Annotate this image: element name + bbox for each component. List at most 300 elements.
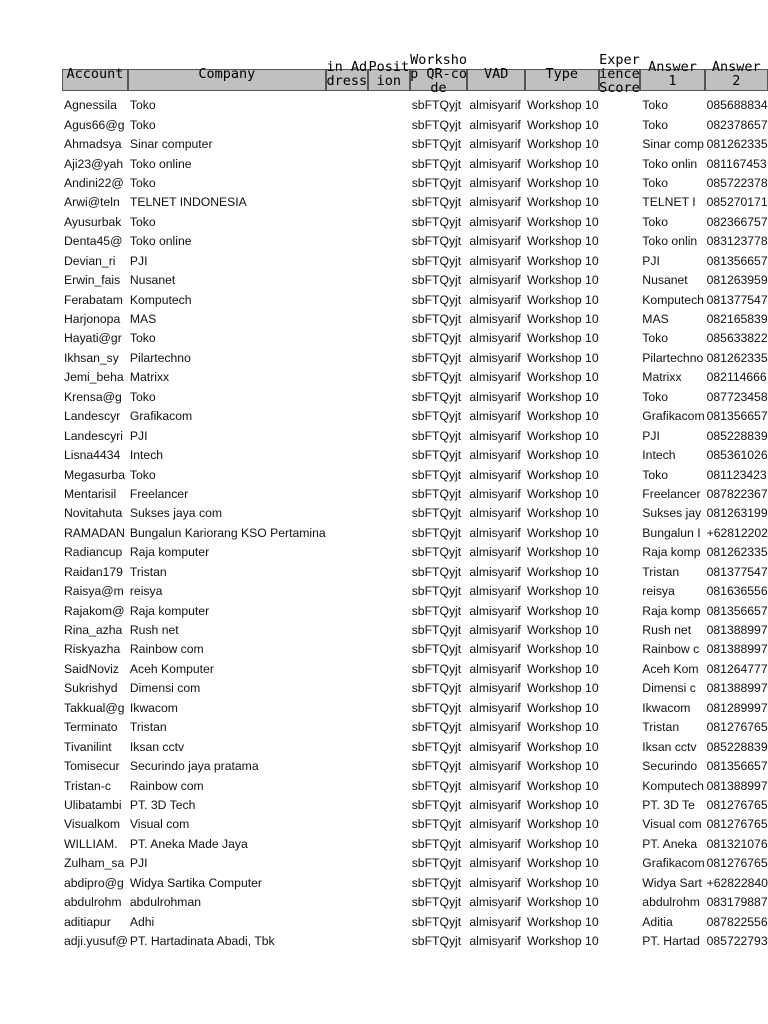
cell-type[interactable]: Workshop 10 xyxy=(527,797,599,812)
column-header-account[interactable] xyxy=(62,55,128,96)
cell-type[interactable]: Workshop 10 xyxy=(527,778,599,793)
cell-workshop-qr[interactable]: sbFTQyjt xyxy=(411,856,462,871)
cell-position[interactable] xyxy=(368,96,410,115)
cell-experience-score[interactable] xyxy=(599,601,641,620)
cell-answer1[interactable]: Toko xyxy=(642,175,669,190)
cell-type[interactable]: Workshop 10 xyxy=(527,623,599,638)
cell-experience-score[interactable] xyxy=(599,388,641,407)
cell-answer2[interactable]: 081262335 xyxy=(706,137,768,152)
cell-address[interactable] xyxy=(326,699,368,718)
cell-experience-score[interactable] xyxy=(599,718,641,737)
cell-workshop-qr[interactable]: sbFTQyjt xyxy=(411,137,462,152)
cell-position[interactable] xyxy=(368,524,410,543)
cell-address[interactable] xyxy=(326,485,368,504)
cell-position[interactable] xyxy=(368,835,410,854)
cell-account[interactable]: Ayusurbak xyxy=(64,214,122,229)
cell-vad[interactable]: almisyarif xyxy=(469,914,521,929)
cell-address[interactable] xyxy=(326,213,368,232)
cell-workshop-qr[interactable]: sbFTQyjt xyxy=(411,759,462,774)
cell-answer2[interactable]: 082165839 xyxy=(706,312,768,327)
cell-workshop-qr[interactable]: sbFTQyjt xyxy=(411,545,462,560)
cell-answer2[interactable]: 083179887 xyxy=(706,895,768,910)
cell-position[interactable] xyxy=(368,174,410,193)
cell-answer1[interactable]: Tristan xyxy=(642,720,680,735)
cell-address[interactable] xyxy=(326,679,368,698)
cell-vad[interactable]: almisyarif xyxy=(469,895,521,910)
cell-answer1[interactable]: Toko xyxy=(642,389,669,404)
cell-type[interactable]: Workshop 10 xyxy=(527,681,599,696)
cell-company[interactable]: Dimensi com xyxy=(129,681,201,696)
cell-type[interactable]: Workshop 10 xyxy=(527,584,599,599)
cell-answer1[interactable]: Toko xyxy=(642,331,669,346)
cell-account[interactable]: Ferabatam xyxy=(64,292,123,307)
cell-answer1[interactable]: Aditia xyxy=(642,914,673,929)
cell-experience-score[interactable] xyxy=(599,174,641,193)
cell-answer1[interactable]: MAS xyxy=(642,312,669,327)
cell-address[interactable] xyxy=(326,252,368,271)
cell-company[interactable]: Iksan cctv xyxy=(129,739,185,754)
cell-vad[interactable]: almisyarif xyxy=(469,253,521,268)
cell-type[interactable]: Workshop 10 xyxy=(527,661,599,676)
cell-address[interactable] xyxy=(326,388,368,407)
cell-type[interactable]: Workshop 10 xyxy=(527,331,599,346)
cell-answer2[interactable]: 081289997 xyxy=(706,700,768,715)
cell-vad[interactable]: almisyarif xyxy=(469,778,521,793)
cell-type[interactable]: Workshop 10 xyxy=(527,856,599,871)
cell-experience-score[interactable] xyxy=(599,582,641,601)
cell-account[interactable]: RAMADAN xyxy=(64,525,125,540)
cell-experience-score[interactable] xyxy=(599,640,641,659)
cell-position[interactable] xyxy=(368,193,410,212)
cell-account[interactable]: aditiapur xyxy=(64,914,111,929)
cell-vad[interactable]: almisyarif xyxy=(469,370,521,385)
cell-address[interactable] xyxy=(326,426,368,445)
cell-experience-score[interactable] xyxy=(599,757,641,776)
cell-type[interactable]: Workshop 10 xyxy=(527,836,599,851)
cell-answer2[interactable]: 081276765 xyxy=(706,817,768,832)
cell-answer1[interactable]: PT. 3D Te xyxy=(642,797,695,812)
cell-type[interactable]: Workshop 10 xyxy=(527,895,599,910)
cell-address[interactable] xyxy=(326,407,368,426)
cell-answer1[interactable]: Rush net xyxy=(642,623,692,638)
cell-address[interactable] xyxy=(326,737,368,756)
cell-experience-score[interactable] xyxy=(599,854,641,873)
cell-address[interactable] xyxy=(326,310,368,329)
cell-answer1[interactable]: Tristan xyxy=(642,564,680,579)
cell-workshop-qr[interactable]: sbFTQyjt xyxy=(411,98,462,113)
cell-workshop-qr[interactable]: sbFTQyjt xyxy=(411,661,462,676)
cell-position[interactable] xyxy=(368,310,410,329)
cell-experience-score[interactable] xyxy=(599,193,641,212)
cell-address[interactable] xyxy=(326,835,368,854)
cell-company[interactable]: Widya Sartika Computer xyxy=(129,875,262,890)
cell-type[interactable]: Workshop 10 xyxy=(527,156,599,171)
cell-company[interactable]: Toko online xyxy=(129,156,192,171)
cell-address[interactable] xyxy=(326,776,368,795)
cell-type[interactable]: Workshop 10 xyxy=(527,739,599,754)
cell-vad[interactable]: almisyarif xyxy=(469,175,521,190)
cell-type[interactable]: Workshop 10 xyxy=(527,564,599,579)
cell-workshop-qr[interactable]: sbFTQyjt xyxy=(411,175,462,190)
cell-account[interactable]: Rina_azha xyxy=(64,623,123,638)
cell-type[interactable]: Workshop 10 xyxy=(527,720,599,735)
cell-workshop-qr[interactable]: sbFTQyjt xyxy=(411,312,462,327)
cell-experience-score[interactable] xyxy=(599,368,641,387)
cell-answer1[interactable]: reisya xyxy=(642,584,675,599)
cell-workshop-qr[interactable]: sbFTQyjt xyxy=(411,331,462,346)
cell-address[interactable] xyxy=(326,543,368,562)
cell-company[interactable]: Matrixx xyxy=(129,370,170,385)
cell-type[interactable]: Workshop 10 xyxy=(527,486,599,501)
cell-account[interactable]: Tomisecur xyxy=(64,759,120,774)
cell-position[interactable] xyxy=(368,426,410,445)
cell-company[interactable]: Toko xyxy=(129,331,156,346)
cell-company[interactable]: Securindo jaya pratama xyxy=(129,759,259,774)
cell-answer2[interactable]: 085270171 xyxy=(706,195,768,210)
cell-vad[interactable]: almisyarif xyxy=(469,525,521,540)
cell-position[interactable] xyxy=(368,815,410,834)
cell-workshop-qr[interactable]: sbFTQyjt xyxy=(411,253,462,268)
cell-answer2[interactable]: 087822556 xyxy=(706,914,768,929)
cell-company[interactable]: TELNET INDONESIA xyxy=(129,195,247,210)
cell-vad[interactable]: almisyarif xyxy=(469,331,521,346)
cell-vad[interactable]: almisyarif xyxy=(469,98,521,113)
cell-answer1[interactable]: Sinar comp xyxy=(642,137,704,152)
cell-answer1[interactable]: PT. Hartad xyxy=(642,934,700,949)
cell-answer2[interactable]: 085633822 xyxy=(706,331,768,346)
cell-workshop-qr[interactable]: sbFTQyjt xyxy=(411,681,462,696)
cell-experience-score[interactable] xyxy=(599,737,641,756)
cell-address[interactable] xyxy=(326,232,368,251)
cell-company[interactable]: Visual com xyxy=(129,817,190,832)
cell-address[interactable] xyxy=(326,135,368,154)
cell-account[interactable]: Landescyr xyxy=(64,409,121,424)
cell-company[interactable]: PT. Hartadinata Abadi, Tbk xyxy=(129,934,275,949)
cell-address[interactable] xyxy=(326,582,368,601)
cell-workshop-qr[interactable]: sbFTQyjt xyxy=(411,117,462,132)
cell-answer2[interactable]: 082114666 xyxy=(706,370,767,385)
cell-workshop-qr[interactable]: sbFTQyjt xyxy=(411,525,462,540)
cell-account[interactable]: SaidNoviz xyxy=(64,661,119,676)
cell-workshop-qr[interactable]: sbFTQyjt xyxy=(411,739,462,754)
cell-company[interactable]: Toko xyxy=(129,467,156,482)
cell-vad[interactable]: almisyarif xyxy=(469,856,521,871)
cell-answer1[interactable]: Dimensi c xyxy=(642,681,696,696)
cell-workshop-qr[interactable]: sbFTQyjt xyxy=(411,603,462,618)
cell-answer2[interactable]: 081377547 xyxy=(706,292,768,307)
cell-answer2[interactable]: 085688834 xyxy=(706,98,768,113)
cell-answer1[interactable]: Toko xyxy=(642,117,669,132)
cell-workshop-qr[interactable]: sbFTQyjt xyxy=(411,914,462,929)
cell-type[interactable]: Workshop 10 xyxy=(527,389,599,404)
cell-answer2[interactable]: 081356657 xyxy=(706,409,768,424)
cell-company[interactable]: Bungalun Kariorang KSO Pertamina xyxy=(129,525,326,540)
cell-company[interactable]: PT. Aneka Made Jaya xyxy=(129,836,248,851)
cell-vad[interactable]: almisyarif xyxy=(469,661,521,676)
cell-account[interactable]: Ulibatambi xyxy=(64,797,122,812)
cell-type[interactable]: Workshop 10 xyxy=(527,214,599,229)
cell-company[interactable]: Adhi xyxy=(129,914,155,929)
cell-account[interactable]: Raisya@m xyxy=(64,584,124,599)
cell-answer2[interactable]: 083123778 xyxy=(706,234,768,249)
cell-vad[interactable]: almisyarif xyxy=(469,409,521,424)
cell-type[interactable]: Workshop 10 xyxy=(527,467,599,482)
cell-experience-score[interactable] xyxy=(599,893,641,912)
cell-vad[interactable]: almisyarif xyxy=(469,836,521,851)
cell-answer2[interactable]: 081276765 xyxy=(706,720,768,735)
column-header-company[interactable] xyxy=(128,55,326,96)
cell-workshop-qr[interactable]: sbFTQyjt xyxy=(411,486,462,501)
cell-position[interactable] xyxy=(368,912,410,931)
cell-company[interactable]: Komputech xyxy=(129,292,192,307)
cell-answer2[interactable]: 081636556 xyxy=(706,584,768,599)
cell-workshop-qr[interactable]: sbFTQyjt xyxy=(411,292,462,307)
cell-experience-score[interactable] xyxy=(599,446,641,465)
cell-company[interactable]: MAS xyxy=(129,312,157,327)
cell-experience-score[interactable] xyxy=(599,504,641,523)
cell-company[interactable]: Sukses jaya com xyxy=(129,506,222,521)
cell-address[interactable] xyxy=(326,504,368,523)
cell-address[interactable] xyxy=(326,193,368,212)
cell-type[interactable]: Workshop 10 xyxy=(527,525,599,540)
cell-experience-score[interactable] xyxy=(599,796,641,815)
cell-type[interactable]: Workshop 10 xyxy=(527,934,599,949)
cell-address[interactable] xyxy=(326,174,368,193)
cell-position[interactable] xyxy=(368,660,410,679)
cell-position[interactable] xyxy=(368,388,410,407)
cell-vad[interactable]: almisyarif xyxy=(469,156,521,171)
cell-workshop-qr[interactable]: sbFTQyjt xyxy=(411,720,462,735)
cell-company[interactable]: abdulrohman xyxy=(129,895,202,910)
cell-answer1[interactable]: Intech xyxy=(642,448,676,463)
cell-experience-score[interactable] xyxy=(599,465,641,484)
cell-vad[interactable]: almisyarif xyxy=(469,623,521,638)
cell-answer1[interactable]: Komputech xyxy=(642,778,704,793)
cell-answer2[interactable]: 082378657 xyxy=(706,117,768,132)
cell-type[interactable]: Workshop 10 xyxy=(527,292,599,307)
cell-experience-score[interactable] xyxy=(599,815,641,834)
cell-experience-score[interactable] xyxy=(599,563,641,582)
cell-experience-score[interactable] xyxy=(599,407,641,426)
cell-company[interactable]: Pilartechno xyxy=(129,350,191,365)
cell-answer2[interactable]: 081276765 xyxy=(706,856,768,871)
column-header-answer2[interactable] xyxy=(705,55,768,96)
cell-answer1[interactable]: Matrixx xyxy=(642,370,682,385)
cell-answer2[interactable]: +62812202 xyxy=(706,525,768,540)
cell-position[interactable] xyxy=(368,640,410,659)
cell-position[interactable] xyxy=(368,893,410,912)
cell-vad[interactable]: almisyarif xyxy=(469,292,521,307)
cell-answer1[interactable]: Freelancer xyxy=(642,486,701,501)
cell-answer2[interactable]: 082366757 xyxy=(706,214,768,229)
cell-company[interactable]: PJI xyxy=(129,253,148,268)
cell-address[interactable] xyxy=(326,524,368,543)
cell-company[interactable]: Grafikacom xyxy=(129,409,193,424)
cell-company[interactable]: Rainbow com xyxy=(129,642,204,657)
cell-address[interactable] xyxy=(326,640,368,659)
cell-position[interactable] xyxy=(368,465,410,484)
cell-account[interactable]: Ikhsan_sy xyxy=(64,350,119,365)
cell-position[interactable] xyxy=(368,874,410,893)
cell-type[interactable]: Workshop 10 xyxy=(527,350,599,365)
cell-answer1[interactable]: Raja komp xyxy=(642,545,701,560)
cell-answer2[interactable]: 081388997 xyxy=(706,681,768,696)
cell-position[interactable] xyxy=(368,679,410,698)
cell-address[interactable] xyxy=(326,368,368,387)
cell-answer1[interactable]: Toko xyxy=(642,214,669,229)
cell-answer2[interactable]: +62822840 xyxy=(706,875,768,890)
cell-address[interactable] xyxy=(326,660,368,679)
cell-experience-score[interactable] xyxy=(599,699,641,718)
cell-type[interactable]: Workshop 10 xyxy=(527,117,599,132)
cell-answer2[interactable]: 081167453 xyxy=(706,156,767,171)
cell-vad[interactable]: almisyarif xyxy=(469,564,521,579)
cell-account[interactable]: Tivanilint xyxy=(64,739,112,754)
column-header-workshop-qr[interactable] xyxy=(410,51,468,96)
cell-company[interactable]: Freelancer xyxy=(129,486,189,501)
cell-position[interactable] xyxy=(368,446,410,465)
cell-company[interactable]: Rainbow com xyxy=(129,778,204,793)
cell-answer2[interactable]: 081276765 xyxy=(706,797,768,812)
cell-answer1[interactable]: Pilartechno xyxy=(642,350,704,365)
cell-answer1[interactable]: Grafikacom xyxy=(642,409,705,424)
cell-answer1[interactable]: Securindo xyxy=(642,759,698,774)
cell-answer1[interactable]: Visual com xyxy=(642,817,702,832)
cell-vad[interactable]: almisyarif xyxy=(469,681,521,696)
cell-workshop-qr[interactable]: sbFTQyjt xyxy=(411,156,462,171)
cell-position[interactable] xyxy=(368,621,410,640)
cell-answer1[interactable]: PJI xyxy=(642,253,660,268)
cell-vad[interactable]: almisyarif xyxy=(469,195,521,210)
cell-address[interactable] xyxy=(326,854,368,873)
cell-type[interactable]: Workshop 10 xyxy=(527,195,599,210)
cell-type[interactable]: Workshop 10 xyxy=(527,409,599,424)
cell-vad[interactable]: almisyarif xyxy=(469,448,521,463)
cell-account[interactable]: Radiancup xyxy=(64,545,123,560)
cell-vad[interactable]: almisyarif xyxy=(469,934,521,949)
cell-company[interactable]: Raja komputer xyxy=(129,603,210,618)
cell-company[interactable]: PJI xyxy=(129,856,148,871)
cell-company[interactable]: PJI xyxy=(129,428,148,443)
cell-type[interactable]: Workshop 10 xyxy=(527,428,599,443)
cell-account[interactable]: Arwi@teln xyxy=(64,195,120,210)
cell-workshop-qr[interactable]: sbFTQyjt xyxy=(411,895,462,910)
cell-account[interactable]: Erwin_fais xyxy=(64,273,121,288)
cell-position[interactable] xyxy=(368,232,410,251)
cell-address[interactable] xyxy=(326,621,368,640)
cell-type[interactable]: Workshop 10 xyxy=(527,273,599,288)
cell-answer1[interactable]: Grafikacom xyxy=(642,856,705,871)
cell-experience-score[interactable] xyxy=(599,524,641,543)
cell-type[interactable]: Workshop 10 xyxy=(527,98,599,113)
cell-position[interactable] xyxy=(368,213,410,232)
cell-address[interactable] xyxy=(326,115,368,134)
cell-answer1[interactable]: Raja komp xyxy=(642,603,701,618)
column-header-answer1[interactable] xyxy=(640,55,704,96)
cell-workshop-qr[interactable]: sbFTQyjt xyxy=(411,195,462,210)
cell-account[interactable]: Devian_ri xyxy=(64,253,116,268)
cell-workshop-qr[interactable]: sbFTQyjt xyxy=(411,778,462,793)
cell-vad[interactable]: almisyarif xyxy=(469,700,521,715)
cell-address[interactable] xyxy=(326,290,368,309)
cell-position[interactable] xyxy=(368,407,410,426)
cell-account[interactable]: Denta45@ xyxy=(64,234,123,249)
cell-account[interactable]: Raidan179 xyxy=(64,564,123,579)
cell-experience-score[interactable] xyxy=(599,874,641,893)
cell-experience-score[interactable] xyxy=(599,679,641,698)
cell-address[interactable] xyxy=(326,796,368,815)
cell-position[interactable] xyxy=(368,329,410,348)
cell-workshop-qr[interactable]: sbFTQyjt xyxy=(411,934,462,949)
cell-account[interactable]: Andini22@ xyxy=(64,175,124,190)
cell-vad[interactable]: almisyarif xyxy=(469,720,521,735)
cell-workshop-qr[interactable]: sbFTQyjt xyxy=(411,564,462,579)
cell-account[interactable]: Novitahuta xyxy=(64,506,123,521)
cell-address[interactable] xyxy=(326,563,368,582)
cell-workshop-qr[interactable]: sbFTQyjt xyxy=(411,623,462,638)
cell-workshop-qr[interactable]: sbFTQyjt xyxy=(411,836,462,851)
cell-address[interactable] xyxy=(326,154,368,173)
cell-answer2[interactable]: 081262335 xyxy=(706,545,768,560)
cell-account[interactable]: Hayati@gr xyxy=(64,331,122,346)
cell-position[interactable] xyxy=(368,543,410,562)
cell-answer2[interactable]: 085361026 xyxy=(706,448,768,463)
cell-type[interactable]: Workshop 10 xyxy=(527,875,599,890)
cell-address[interactable] xyxy=(326,893,368,912)
cell-answer1[interactable]: Widya Sart xyxy=(642,875,702,890)
cell-account[interactable]: Riskyazha xyxy=(64,642,121,657)
cell-account[interactable]: Aji23@yah xyxy=(64,156,124,171)
cell-position[interactable] xyxy=(368,699,410,718)
cell-answer1[interactable]: Ikwacom xyxy=(642,700,691,715)
cell-answer2[interactable]: 087723458 xyxy=(706,389,768,404)
cell-workshop-qr[interactable]: sbFTQyjt xyxy=(411,389,462,404)
cell-company[interactable]: Sinar computer xyxy=(129,137,213,152)
cell-address[interactable] xyxy=(326,874,368,893)
cell-address[interactable] xyxy=(326,718,368,737)
cell-vad[interactable]: almisyarif xyxy=(469,817,521,832)
cell-type[interactable]: Workshop 10 xyxy=(527,545,599,560)
cell-company[interactable]: Tristan xyxy=(129,720,167,735)
cell-type[interactable]: Workshop 10 xyxy=(527,137,599,152)
cell-answer1[interactable]: abdulrohm xyxy=(642,895,700,910)
cell-type[interactable]: Workshop 10 xyxy=(527,253,599,268)
cell-company[interactable]: Intech xyxy=(129,448,164,463)
cell-company[interactable]: Toko xyxy=(129,214,156,229)
cell-answer1[interactable]: Sukses jay xyxy=(642,506,702,521)
cell-vad[interactable]: almisyarif xyxy=(469,428,521,443)
cell-company[interactable]: Toko xyxy=(129,389,156,404)
cell-experience-score[interactable] xyxy=(599,135,641,154)
cell-account[interactable]: Visualkom xyxy=(64,817,120,832)
cell-workshop-qr[interactable]: sbFTQyjt xyxy=(411,584,462,599)
cell-account[interactable]: Terminato xyxy=(64,720,118,735)
cell-account[interactable]: abdulrohm xyxy=(64,895,122,910)
cell-experience-score[interactable] xyxy=(599,621,641,640)
cell-workshop-qr[interactable]: sbFTQyjt xyxy=(411,428,462,443)
cell-vad[interactable]: almisyarif xyxy=(469,603,521,618)
cell-type[interactable]: Workshop 10 xyxy=(527,448,599,463)
cell-answer1[interactable]: PT. Aneka xyxy=(642,836,698,851)
cell-address[interactable] xyxy=(326,912,368,931)
cell-position[interactable] xyxy=(368,776,410,795)
cell-experience-score[interactable] xyxy=(599,329,641,348)
cell-position[interactable] xyxy=(368,796,410,815)
cell-address[interactable] xyxy=(326,446,368,465)
cell-vad[interactable]: almisyarif xyxy=(469,759,521,774)
cell-vad[interactable]: almisyarif xyxy=(469,506,521,521)
cell-answer2[interactable]: 081262335 xyxy=(706,350,768,365)
